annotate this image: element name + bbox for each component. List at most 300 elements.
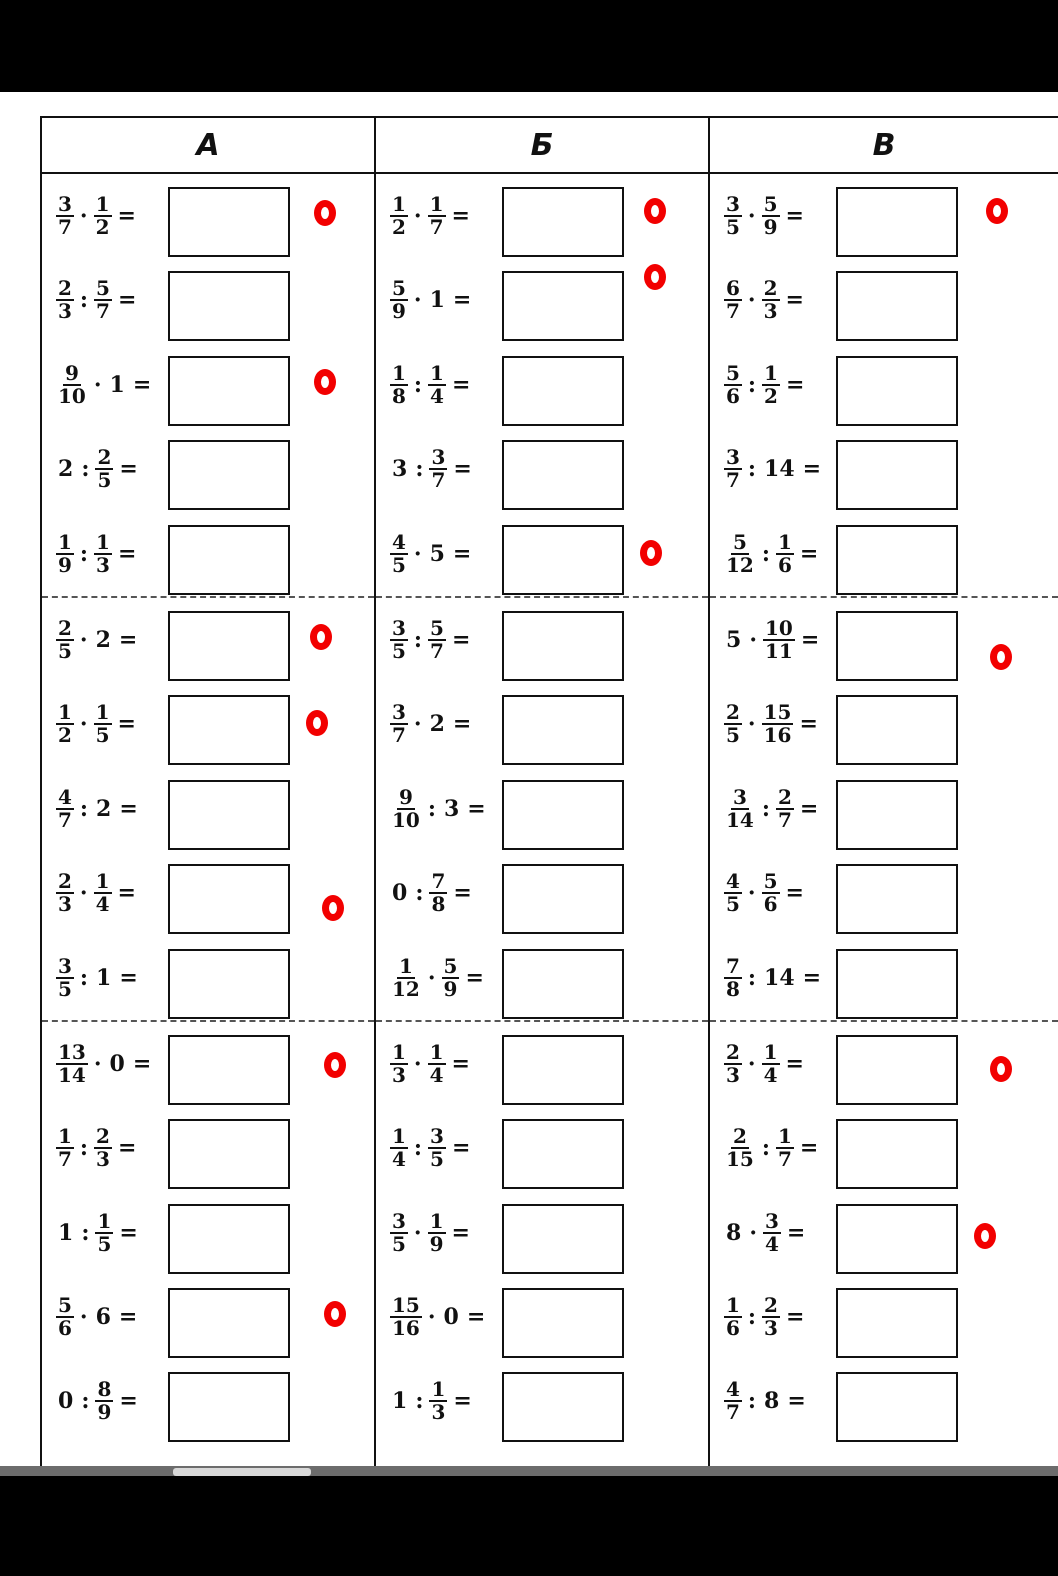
answer-input-box[interactable]: [168, 695, 290, 765]
operator: =: [785, 1050, 804, 1077]
numerator: 4: [392, 529, 406, 554]
operator: ·: [749, 626, 757, 653]
answer-input-box[interactable]: [836, 780, 958, 850]
number: 2: [429, 711, 445, 738]
fraction: [442, 953, 460, 1001]
numerator: 5: [732, 529, 747, 554]
answer-input-box[interactable]: [168, 780, 290, 850]
operator: :: [415, 456, 424, 483]
expression: [388, 851, 476, 935]
numerator: 1: [429, 1039, 444, 1064]
fraction: [724, 278, 742, 322]
operator: :: [413, 1135, 423, 1162]
fraction: [763, 615, 795, 663]
exercise-row: [376, 1359, 708, 1443]
operator: :: [747, 1304, 757, 1331]
denominator: 5: [726, 215, 740, 239]
exercise-group: [710, 174, 1058, 598]
numerator: 5: [443, 953, 458, 978]
operator: ·: [747, 711, 756, 738]
exercise-row: [710, 343, 1058, 427]
number: 1: [392, 1388, 408, 1415]
answer-input-box[interactable]: [836, 695, 958, 765]
answer-input-box[interactable]: [502, 1119, 624, 1189]
answer-input-box[interactable]: [502, 440, 624, 510]
numerator: 3: [764, 1208, 779, 1233]
operator: ·: [79, 880, 88, 907]
operator: ·: [413, 1050, 422, 1077]
numerator: 2: [777, 784, 792, 809]
exercise-row: [376, 1106, 708, 1190]
operator: :: [747, 456, 757, 483]
numerator: 2: [726, 1039, 740, 1064]
numerator: 1: [58, 700, 72, 725]
expression: [722, 767, 822, 851]
exercise-row: [376, 767, 708, 851]
expression: [388, 936, 488, 1020]
expression: [388, 174, 474, 258]
denominator: 9: [443, 976, 458, 1001]
red-circle-mark-icon: [974, 1223, 996, 1249]
operator: =: [787, 1388, 806, 1415]
operator: ·: [747, 203, 756, 229]
numerator: 5: [96, 276, 110, 301]
denominator: 7: [392, 723, 406, 748]
denominator: 7: [431, 468, 446, 493]
red-circle-mark-icon: [306, 710, 328, 736]
column-header: Б: [376, 118, 708, 174]
number: 2: [58, 456, 74, 483]
fraction: [762, 871, 780, 915]
numerator: 3: [58, 192, 72, 216]
operator: =: [451, 203, 470, 229]
numerator: 2: [763, 276, 778, 301]
numerator: 1: [58, 1124, 72, 1149]
operator: =: [466, 1304, 486, 1331]
operator: :: [415, 880, 424, 907]
numerator: 1: [95, 869, 110, 894]
answer-input-box[interactable]: [836, 611, 958, 681]
operator: =: [785, 1304, 805, 1331]
fraction: [724, 1126, 756, 1170]
fraction: [724, 1379, 742, 1423]
expression: [54, 851, 140, 935]
expression: [54, 258, 140, 342]
fraction: [56, 615, 74, 663]
answer-input-box[interactable]: [502, 1204, 624, 1274]
expression: [54, 512, 140, 596]
fraction: [56, 1126, 74, 1170]
numerator: 5: [58, 1293, 72, 1318]
expression: [388, 767, 490, 851]
exercise-row: [710, 598, 1058, 682]
expression: [388, 598, 474, 682]
fraction: [56, 529, 74, 577]
exercise-row: [42, 512, 374, 596]
operator: :: [427, 795, 436, 822]
operator: =: [119, 795, 138, 822]
denominator: 4: [430, 383, 444, 408]
answer-input-box[interactable]: [836, 1288, 958, 1358]
denominator: 5: [392, 1231, 406, 1256]
number: 14: [764, 964, 795, 991]
denominator: 12: [726, 552, 754, 577]
denominator: 6: [726, 383, 740, 408]
operator: =: [799, 711, 818, 738]
fraction: [776, 784, 794, 832]
expression: [54, 936, 142, 1020]
denominator: 4: [95, 892, 110, 917]
fraction: [95, 447, 113, 491]
fraction: [724, 1295, 742, 1339]
denominator: 5: [58, 976, 72, 1001]
exercise-row: [376, 1275, 708, 1359]
column-1: [42, 118, 376, 1474]
operator: ·: [79, 626, 88, 653]
expression: [388, 427, 476, 511]
numerator: 15: [392, 1293, 420, 1318]
numerator: 1: [95, 192, 110, 216]
operator: :: [79, 540, 89, 567]
numerator: 2: [58, 869, 72, 894]
fraction: [429, 1379, 447, 1423]
operator: ·: [427, 1304, 436, 1331]
denominator: 7: [726, 299, 740, 324]
number: 5: [429, 540, 445, 567]
numerator: 1: [97, 1208, 112, 1233]
red-circle-mark-icon: [314, 369, 336, 395]
answer-input-box[interactable]: [836, 1372, 958, 1442]
denominator: 4: [764, 1231, 779, 1256]
fraction: [56, 953, 74, 1001]
operator: =: [799, 1135, 819, 1162]
operator: =: [453, 456, 472, 483]
numerator: 1: [392, 192, 406, 216]
horizontal-scrollbar[interactable]: [0, 1466, 1058, 1476]
fraction: [428, 1039, 446, 1087]
answer-input-box[interactable]: [168, 1204, 290, 1274]
denominator: 4: [763, 1062, 778, 1087]
answer-input-box[interactable]: [168, 525, 290, 595]
expression: [54, 174, 140, 258]
expression: [54, 767, 142, 851]
denominator: 7: [777, 807, 792, 832]
denominator: 8: [726, 976, 740, 1001]
numerator: 1: [777, 1124, 792, 1149]
numerator: 2: [97, 445, 112, 470]
denominator: 6: [777, 552, 792, 577]
answer-input-box[interactable]: [502, 271, 624, 341]
exercise-row: [710, 767, 1058, 851]
answer-input-box[interactable]: [836, 271, 958, 341]
exercise-row: [710, 682, 1058, 766]
red-circle-mark-icon: [640, 540, 662, 566]
denominator: 12: [392, 976, 420, 1001]
operator: =: [799, 795, 819, 822]
answer-input-box[interactable]: [168, 271, 290, 341]
denominator: 7: [429, 215, 444, 239]
fraction: [762, 360, 780, 408]
denominator: 7: [777, 1147, 792, 1172]
expression: [54, 682, 140, 766]
number: 1: [429, 287, 445, 314]
exercise-row: [710, 258, 1058, 342]
denominator: 2: [58, 723, 72, 748]
operator: ·: [79, 1304, 88, 1331]
expression: [388, 682, 475, 766]
operator: =: [467, 795, 486, 822]
fraction: [95, 1379, 113, 1423]
fraction: [390, 784, 422, 832]
operator: ·: [413, 540, 422, 567]
numerator: 5: [392, 276, 406, 301]
answer-input-box[interactable]: [168, 1035, 290, 1105]
answer-input-box[interactable]: [836, 187, 958, 257]
denominator: 5: [430, 1147, 444, 1172]
numerator: 3: [726, 445, 740, 470]
operator: =: [453, 880, 472, 907]
answer-input-box[interactable]: [502, 525, 624, 595]
fraction: [762, 278, 780, 322]
operator: :: [747, 964, 757, 991]
fraction: [724, 360, 742, 408]
red-circle-mark-icon: [310, 624, 332, 650]
number: 0: [109, 1050, 125, 1077]
answer-input-box[interactable]: [502, 611, 624, 681]
answer-input-box[interactable]: [836, 864, 958, 934]
operator: ·: [749, 1219, 757, 1246]
numerator: 6: [726, 276, 740, 301]
denominator: 8: [431, 892, 446, 917]
operator: =: [799, 540, 819, 567]
answer-input-box[interactable]: [502, 356, 624, 426]
operator: ·: [427, 964, 436, 991]
operator: =: [785, 203, 804, 229]
operator: =: [119, 1388, 138, 1415]
operator: :: [761, 1135, 770, 1162]
operator: ·: [413, 203, 422, 229]
exercise-row: [42, 258, 374, 342]
numerator: 5: [763, 869, 778, 894]
operator: =: [132, 371, 152, 398]
fraction: [390, 953, 422, 1001]
fraction: [724, 784, 756, 832]
operator: =: [451, 1050, 470, 1077]
numerator: 2: [58, 615, 72, 640]
operator: =: [117, 711, 136, 738]
fraction: [56, 278, 74, 322]
answer-input-box[interactable]: [168, 949, 290, 1019]
denominator: 2: [95, 215, 110, 239]
answer-input-box[interactable]: [168, 611, 290, 681]
fraction: [390, 278, 408, 322]
red-circle-mark-icon: [324, 1301, 346, 1327]
operator: :: [747, 1388, 757, 1415]
answer-input-box[interactable]: [168, 356, 290, 426]
number: 2: [96, 795, 112, 822]
operator: ·: [413, 711, 422, 738]
exercise-group: [42, 1022, 374, 1444]
fraction: [724, 447, 742, 491]
operator: =: [451, 1135, 471, 1162]
fraction: [428, 194, 446, 238]
operator: ·: [93, 371, 102, 398]
operator: =: [118, 626, 138, 653]
numerator: 1: [764, 360, 778, 385]
operator: =: [132, 1050, 152, 1077]
column-2: [376, 118, 710, 1474]
numerator: 7: [431, 869, 446, 894]
operator: =: [119, 456, 138, 483]
exercise-group: [376, 598, 708, 1022]
answer-input-box[interactable]: [836, 1204, 958, 1274]
expression: [388, 258, 475, 342]
fraction: [390, 1126, 408, 1170]
exercise-row: [42, 343, 374, 427]
numerator: 9: [64, 360, 79, 385]
denominator: 3: [763, 299, 778, 324]
denominator: 6: [58, 1316, 72, 1341]
fraction: [763, 1208, 781, 1256]
answer-input-box[interactable]: [502, 780, 624, 850]
numerator: 15: [763, 700, 792, 725]
denominator: 7: [58, 215, 72, 239]
denominator: 5: [726, 723, 740, 748]
answer-input-box[interactable]: [836, 1119, 958, 1189]
answer-input-box[interactable]: [836, 525, 958, 595]
answer-input-box[interactable]: [502, 695, 624, 765]
exercise-row: [376, 1191, 708, 1275]
denominator: 2: [392, 215, 406, 239]
answer-input-box[interactable]: [502, 864, 624, 934]
numerator: 2: [732, 1124, 747, 1149]
answer-input-box[interactable]: [502, 1288, 624, 1358]
operator: :: [413, 626, 423, 653]
exercise-row: [42, 682, 374, 766]
expression: [388, 1275, 489, 1359]
answer-input-box[interactable]: [502, 187, 624, 257]
numerator: 2: [96, 1124, 110, 1149]
operator: =: [802, 456, 822, 483]
numerator: 13: [58, 1039, 86, 1064]
numerator: 1: [763, 1039, 778, 1064]
denominator: 7: [96, 299, 110, 324]
denominator: 5: [726, 892, 740, 917]
exercise-row: [376, 1022, 708, 1106]
denominator: 3: [726, 1062, 740, 1087]
expression: [54, 1275, 141, 1359]
answer-input-box[interactable]: [502, 949, 624, 1019]
expression: [388, 343, 474, 427]
answer-input-box[interactable]: [168, 864, 290, 934]
numerator: 4: [726, 869, 740, 894]
denominator: 3: [431, 1400, 446, 1425]
denominator: 8: [392, 383, 406, 408]
denominator: 9: [429, 1231, 444, 1256]
operator: =: [800, 626, 820, 653]
numerator: 1: [392, 1124, 406, 1149]
exercise-row: [376, 936, 708, 1020]
scrollbar-thumb[interactable]: [173, 1468, 311, 1476]
operator: ·: [79, 203, 88, 229]
denominator: 7: [58, 1147, 72, 1172]
expression: [388, 512, 475, 596]
denominator: 6: [726, 1316, 740, 1341]
operator: =: [452, 540, 472, 567]
fraction: [762, 194, 780, 238]
red-circle-mark-icon: [990, 1056, 1012, 1082]
fraction: [94, 1126, 112, 1170]
red-circle-mark-icon: [322, 895, 344, 921]
answer-input-box[interactable]: [836, 440, 958, 510]
number: 0: [392, 880, 408, 907]
fraction: [429, 447, 447, 491]
fraction: [390, 615, 408, 663]
exercise-row: [42, 1275, 374, 1359]
operator: :: [81, 1219, 90, 1246]
denominator: 9: [97, 1400, 112, 1425]
operator: :: [79, 964, 89, 991]
exercise-row: [42, 1191, 374, 1275]
number: 0: [58, 1388, 74, 1415]
fraction: [724, 953, 742, 1001]
denominator: 9: [763, 215, 778, 239]
denominator: 7: [726, 468, 740, 493]
numerator: 1: [96, 529, 110, 554]
answer-input-box[interactable]: [836, 1035, 958, 1105]
fraction: [94, 194, 112, 238]
answer-input-box[interactable]: [502, 1372, 624, 1442]
answer-input-box[interactable]: [168, 1372, 290, 1442]
fraction: [762, 1295, 780, 1339]
denominator: 10: [392, 807, 420, 832]
fraction: [56, 871, 74, 915]
exercise-row: [710, 1022, 1058, 1106]
answer-input-box[interactable]: [836, 949, 958, 1019]
column-header: А: [42, 118, 374, 174]
numerator: 10: [764, 615, 793, 640]
answer-input-box[interactable]: [168, 187, 290, 257]
answer-input-box[interactable]: [168, 440, 290, 510]
numerator: 1: [58, 529, 72, 554]
denominator: 9: [392, 299, 406, 324]
denominator: 4: [392, 1147, 406, 1172]
numerator: 2: [726, 700, 740, 725]
operator: =: [119, 964, 138, 991]
answer-input-box[interactable]: [168, 1288, 290, 1358]
denominator: 3: [58, 892, 72, 917]
exercise-row: [376, 427, 708, 511]
answer-input-box[interactable]: [168, 1119, 290, 1189]
numerator: 3: [392, 615, 406, 640]
operator: =: [785, 880, 804, 907]
numerator: 2: [58, 276, 72, 301]
numerator: 1: [392, 360, 406, 385]
numerator: 1: [431, 1377, 446, 1402]
denominator: 15: [726, 1147, 754, 1172]
operator: :: [79, 795, 89, 822]
exercise-row: [710, 512, 1058, 596]
answer-input-box[interactable]: [836, 356, 958, 426]
fraction: [428, 1208, 446, 1256]
operator: =: [451, 1219, 470, 1246]
answer-input-box[interactable]: [502, 1035, 624, 1105]
denominator: 7: [430, 638, 444, 663]
numerator: 1: [95, 700, 110, 725]
exercise-row: [42, 936, 374, 1020]
denominator: 5: [97, 1231, 112, 1256]
expression: [388, 1022, 474, 1106]
